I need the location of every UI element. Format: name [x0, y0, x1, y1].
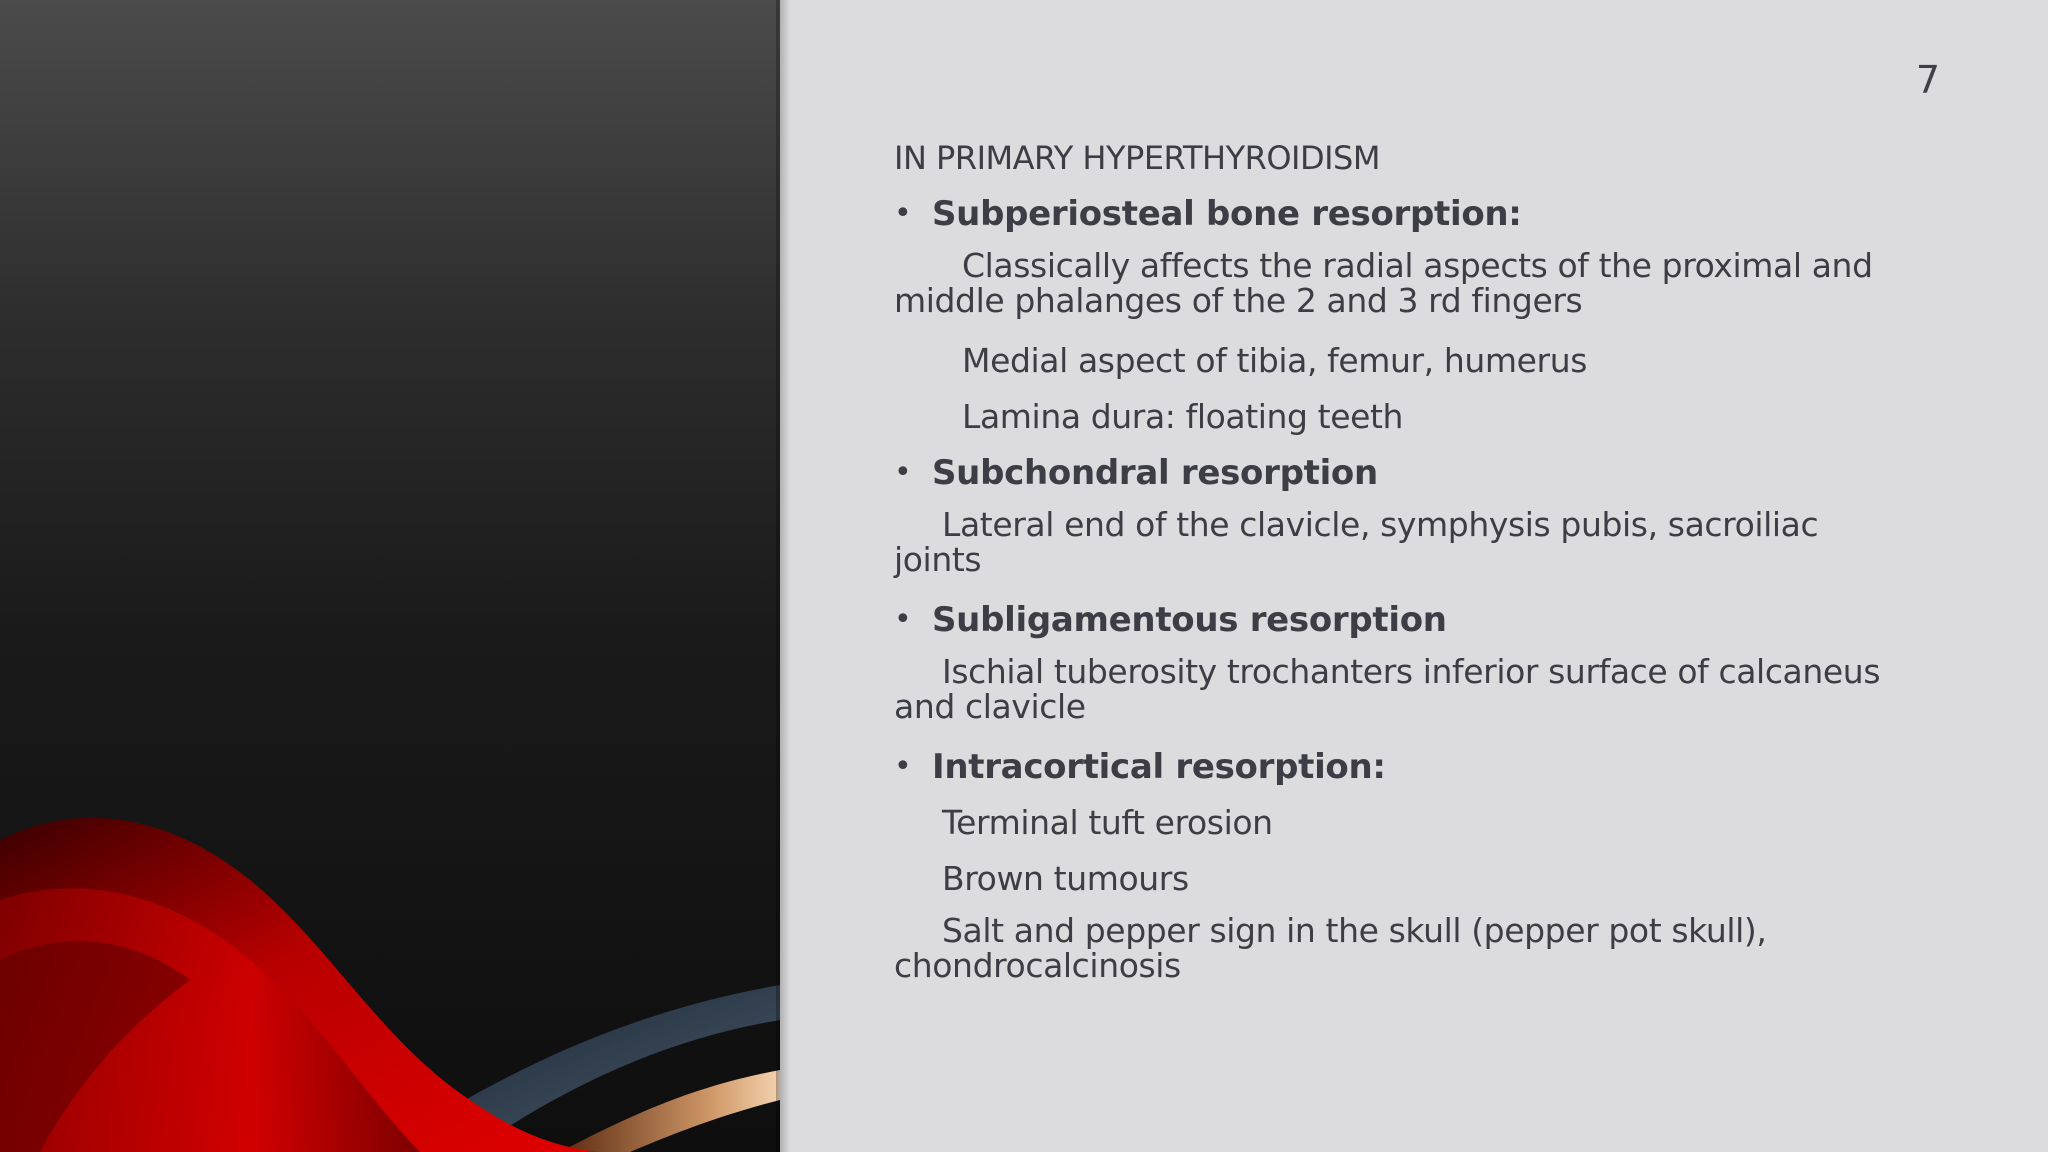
slide-number: 7 — [1915, 58, 1940, 102]
bullet-subperiosteal — [894, 192, 1904, 236]
paragraph: Ischial tuberosity trochanters inferior surface of calcaneus and clavicle — [894, 652, 1881, 726]
bullet-icon: • — [894, 455, 912, 490]
bullet-title: Subperiosteal bone resorption: — [932, 194, 1522, 234]
bullet-icon: • — [894, 602, 912, 637]
paragraph: Lateral end of the clavicle, symphysis pubis, sacroiliac joints — [894, 505, 1819, 579]
title-panel — [0, 0, 780, 1152]
bullet-title: Intracortical resorption: — [932, 747, 1386, 787]
panel-shadow — [776, 0, 790, 1152]
decorative-swoosh-graphic — [0, 0, 780, 1152]
bullet-intracortical — [894, 745, 1904, 789]
bullet-title: Subligamentous resorption — [932, 600, 1447, 640]
paragraph: Brown tumours — [942, 859, 1189, 898]
paragraph: Medial aspect of tibia, femur, humerus — [962, 341, 1588, 380]
content-body — [894, 136, 1904, 1004]
paragraph: Lamina dura: floating teeth — [962, 397, 1404, 436]
bullet-icon: • — [894, 749, 912, 784]
bullet-title: Subchondral resorption — [932, 453, 1378, 493]
bullet-icon: • — [894, 196, 912, 231]
content-heading: IN PRIMARY HYPERTHYROIDISM — [894, 139, 1380, 177]
bullet-subligamentous — [894, 598, 1904, 642]
paragraph: Salt and pepper sign in the skull (pepper pot skull), chondrocalcinosis — [894, 911, 1767, 985]
bullet-subchondral — [894, 451, 1904, 495]
paragraph: Classically affects the radial aspects of the proximal and middle phalanges of the 2 and 3 rd fingers — [894, 246, 1873, 320]
paragraph: Terminal tuft erosion — [942, 803, 1273, 842]
